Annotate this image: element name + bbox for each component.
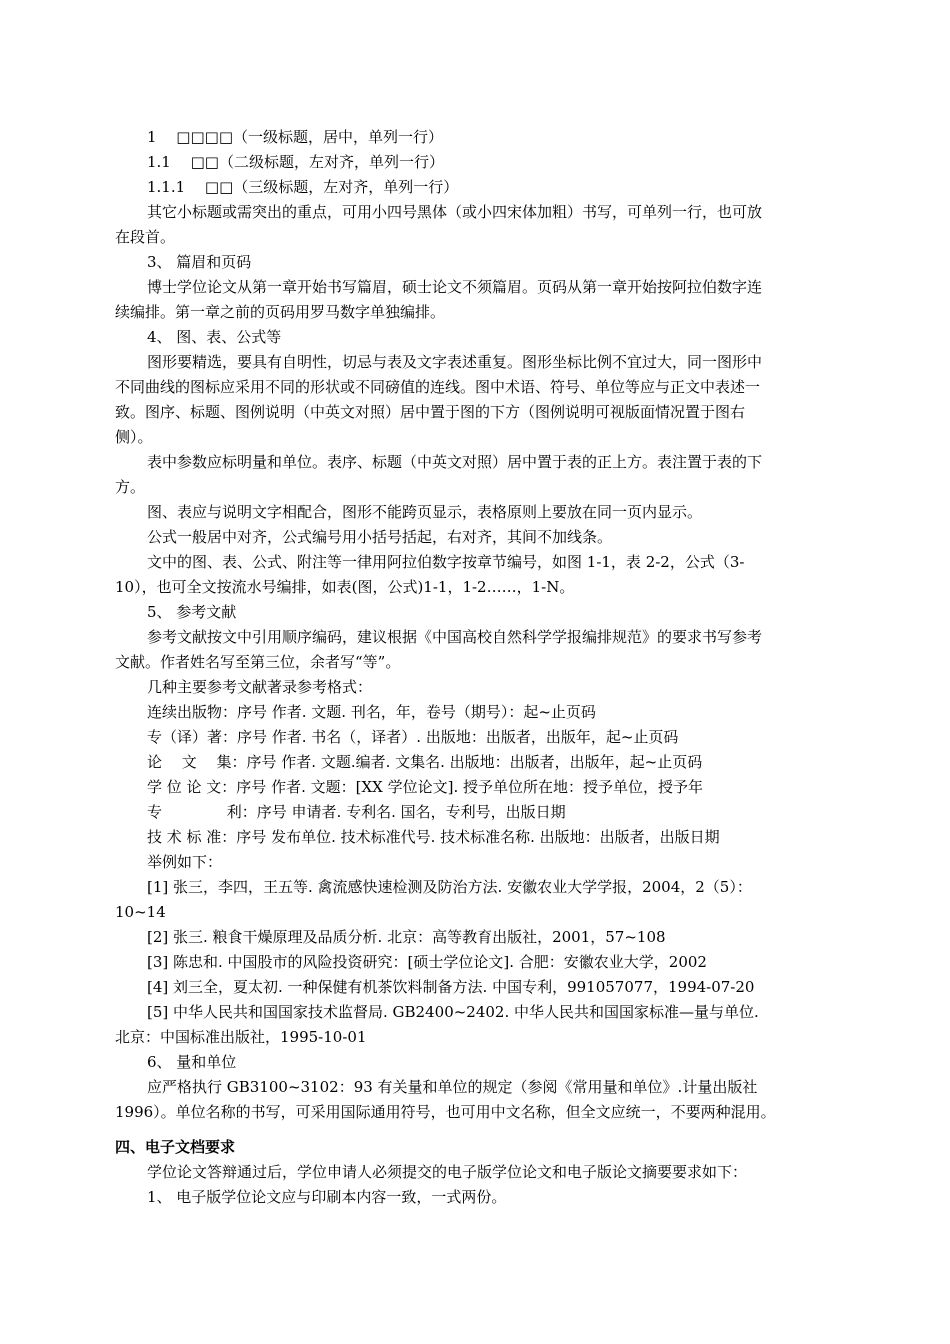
reference-format-line: 连续出版物：序号 作者. 文题. 刊名，年，卷号（期号）：起~止页码: [147, 703, 596, 721]
reference-example-line: [1] 张三，李四，王五等. 禽流感快速检测及防治方法. 安徽农业大学学报，2004，2（5）：: [147, 878, 752, 896]
body-text-line: 1996）。单位名称的书写，可采用国际通用符号，也可用中文名称，但全文应统一，不要两种混用。: [115, 1103, 776, 1121]
body-text-line: 文献。作者姓名写至第三位，余者写“等”。: [115, 653, 401, 671]
reference-example-line: 10~14: [115, 903, 166, 921]
body-text-line: 应严格执行 GB3100~3102：93 有关量和单位的规定（参阅《常用量和单位》.计量出版社: [147, 1078, 758, 1096]
reference-format-line: 专（译）著：序号 作者. 书名（，译者）. 出版地：出版者，出版年，起~止页码: [147, 728, 679, 746]
body-text-line: 1、 电子版学位论文应与印刷本内容一致，一式两份。: [147, 1188, 507, 1206]
body-text-line: 公式一般居中对齐，公式编号用小括号括起，右对齐，其间不加线条。: [147, 528, 613, 546]
section-heading: 4、 图、表、公式等: [147, 328, 282, 346]
body-text-line: 不同曲线的图标应采用不同的形状或不同磅值的连线。图中术语、符号、单位等应与正文中表述一: [115, 378, 761, 396]
reference-format-line: 论 文 集：序号 作者. 文题.编者. 文集名. 出版地：出版者，出版年，起~止页码: [147, 753, 703, 771]
section-heading: 6、 量和单位: [147, 1053, 237, 1071]
body-text-line: 10），也可全文按流水号编排，如表(图，公式)1-1，1-2……，1-N。: [115, 578, 575, 596]
body-text-line: 其它小标题或需突出的重点，可用小四号黑体（或小四宋体加粗）书写，可单列一行，也可放: [147, 203, 763, 221]
reference-example-line: [5] 中华人民共和国国家技术监督局. GB2400~2402. 中华人民共和国国家标准—量与单位.: [147, 1003, 759, 1021]
body-text-line: 续编排。第一章之前的页码用罗马数字单独编排。: [115, 303, 446, 321]
reference-example-line: [4] 刘三全，夏太初. 一种保健有机茶饮料制备方法. 中国专利，991057077，1994-07-20: [147, 978, 755, 996]
reference-example-line: 北京：中国标准出版社，1995-10-01: [115, 1028, 367, 1046]
body-text-line: 博士学位论文从第一章开始书写篇眉，硕士论文不须篇眉。页码从第一章开始按阿拉伯数字连: [147, 278, 763, 296]
reference-format-line: 技 术 标 准：序号 发布单位. 技术标准代号. 技术标准名称. 出版地：出版者，出版日期: [147, 828, 720, 846]
body-text-line: 方。: [115, 478, 146, 496]
reference-example-line: [2] 张三. 粮食干燥原理及品质分析. 北京：高等教育出版社，2001，57~108: [147, 928, 666, 946]
body-text-line: 图形要精选，要具有自明性，切忌与表及文字表述重复。图形坐标比例不宜过大，同一图形中: [147, 353, 763, 371]
body-text-line: 举例如下：: [147, 853, 223, 871]
heading-level1-example: 1 □□□□（一级标题，居中，单列一行）: [147, 128, 444, 146]
body-text-line: 参考文献按文中引用顺序编码，建议根据《中国高校自然科学学报编排规范》的要求书写参考: [147, 628, 763, 646]
section-heading: 3、 篇眉和页码: [147, 253, 252, 271]
heading-level2-example: 1.1 □□（二级标题，左对齐，单列一行）: [147, 153, 444, 171]
body-text-line: 几种主要参考文献著录参考格式：: [147, 678, 373, 696]
body-text-line: 在段首。: [115, 228, 176, 246]
reference-format-line: 专 利：序号 申请者. 专利名. 国名，专利号，出版日期: [147, 803, 566, 821]
body-text-line: 致。图序、标题、图例说明（中英文对照）居中置于图的下方（图例说明可视版面情况置于图右: [115, 403, 746, 421]
section-heading: 5、 参考文献: [147, 603, 237, 621]
body-text-line: 表中参数应标明量和单位。表序、标题（中英文对照）居中置于表的正上方。表注置于表的下: [147, 453, 763, 471]
chapter-heading: 四、电子文档要求: [115, 1138, 236, 1156]
body-text-line: 文中的图、表、公式、附注等一律用阿拉伯数字按章节编号，如图 1-1，表 2-2，公式（3-: [147, 553, 745, 571]
reference-format-line: 学 位 论 文：序号 作者. 文题：[XX 学位论文]. 授予单位所在地：授予单位，授予年: [147, 778, 703, 796]
body-text-line: 侧）。: [115, 428, 153, 446]
body-text-line: 图、表应与说明文字相配合，图形不能跨页显示，表格原则上要放在同一页内显示。: [147, 503, 703, 521]
heading-level3-example: 1.1.1 □□（三级标题，左对齐，单列一行）: [147, 178, 459, 196]
body-text-line: 学位论文答辩通过后，学位申请人必须提交的电子版学位论文和电子版论文摘要要求如下：: [147, 1163, 748, 1181]
reference-example-line: [3] 陈忠和. 中国股市的风险投资研究：[硕士学位论文]. 合肥：安徽农业大学，2002: [147, 953, 707, 971]
